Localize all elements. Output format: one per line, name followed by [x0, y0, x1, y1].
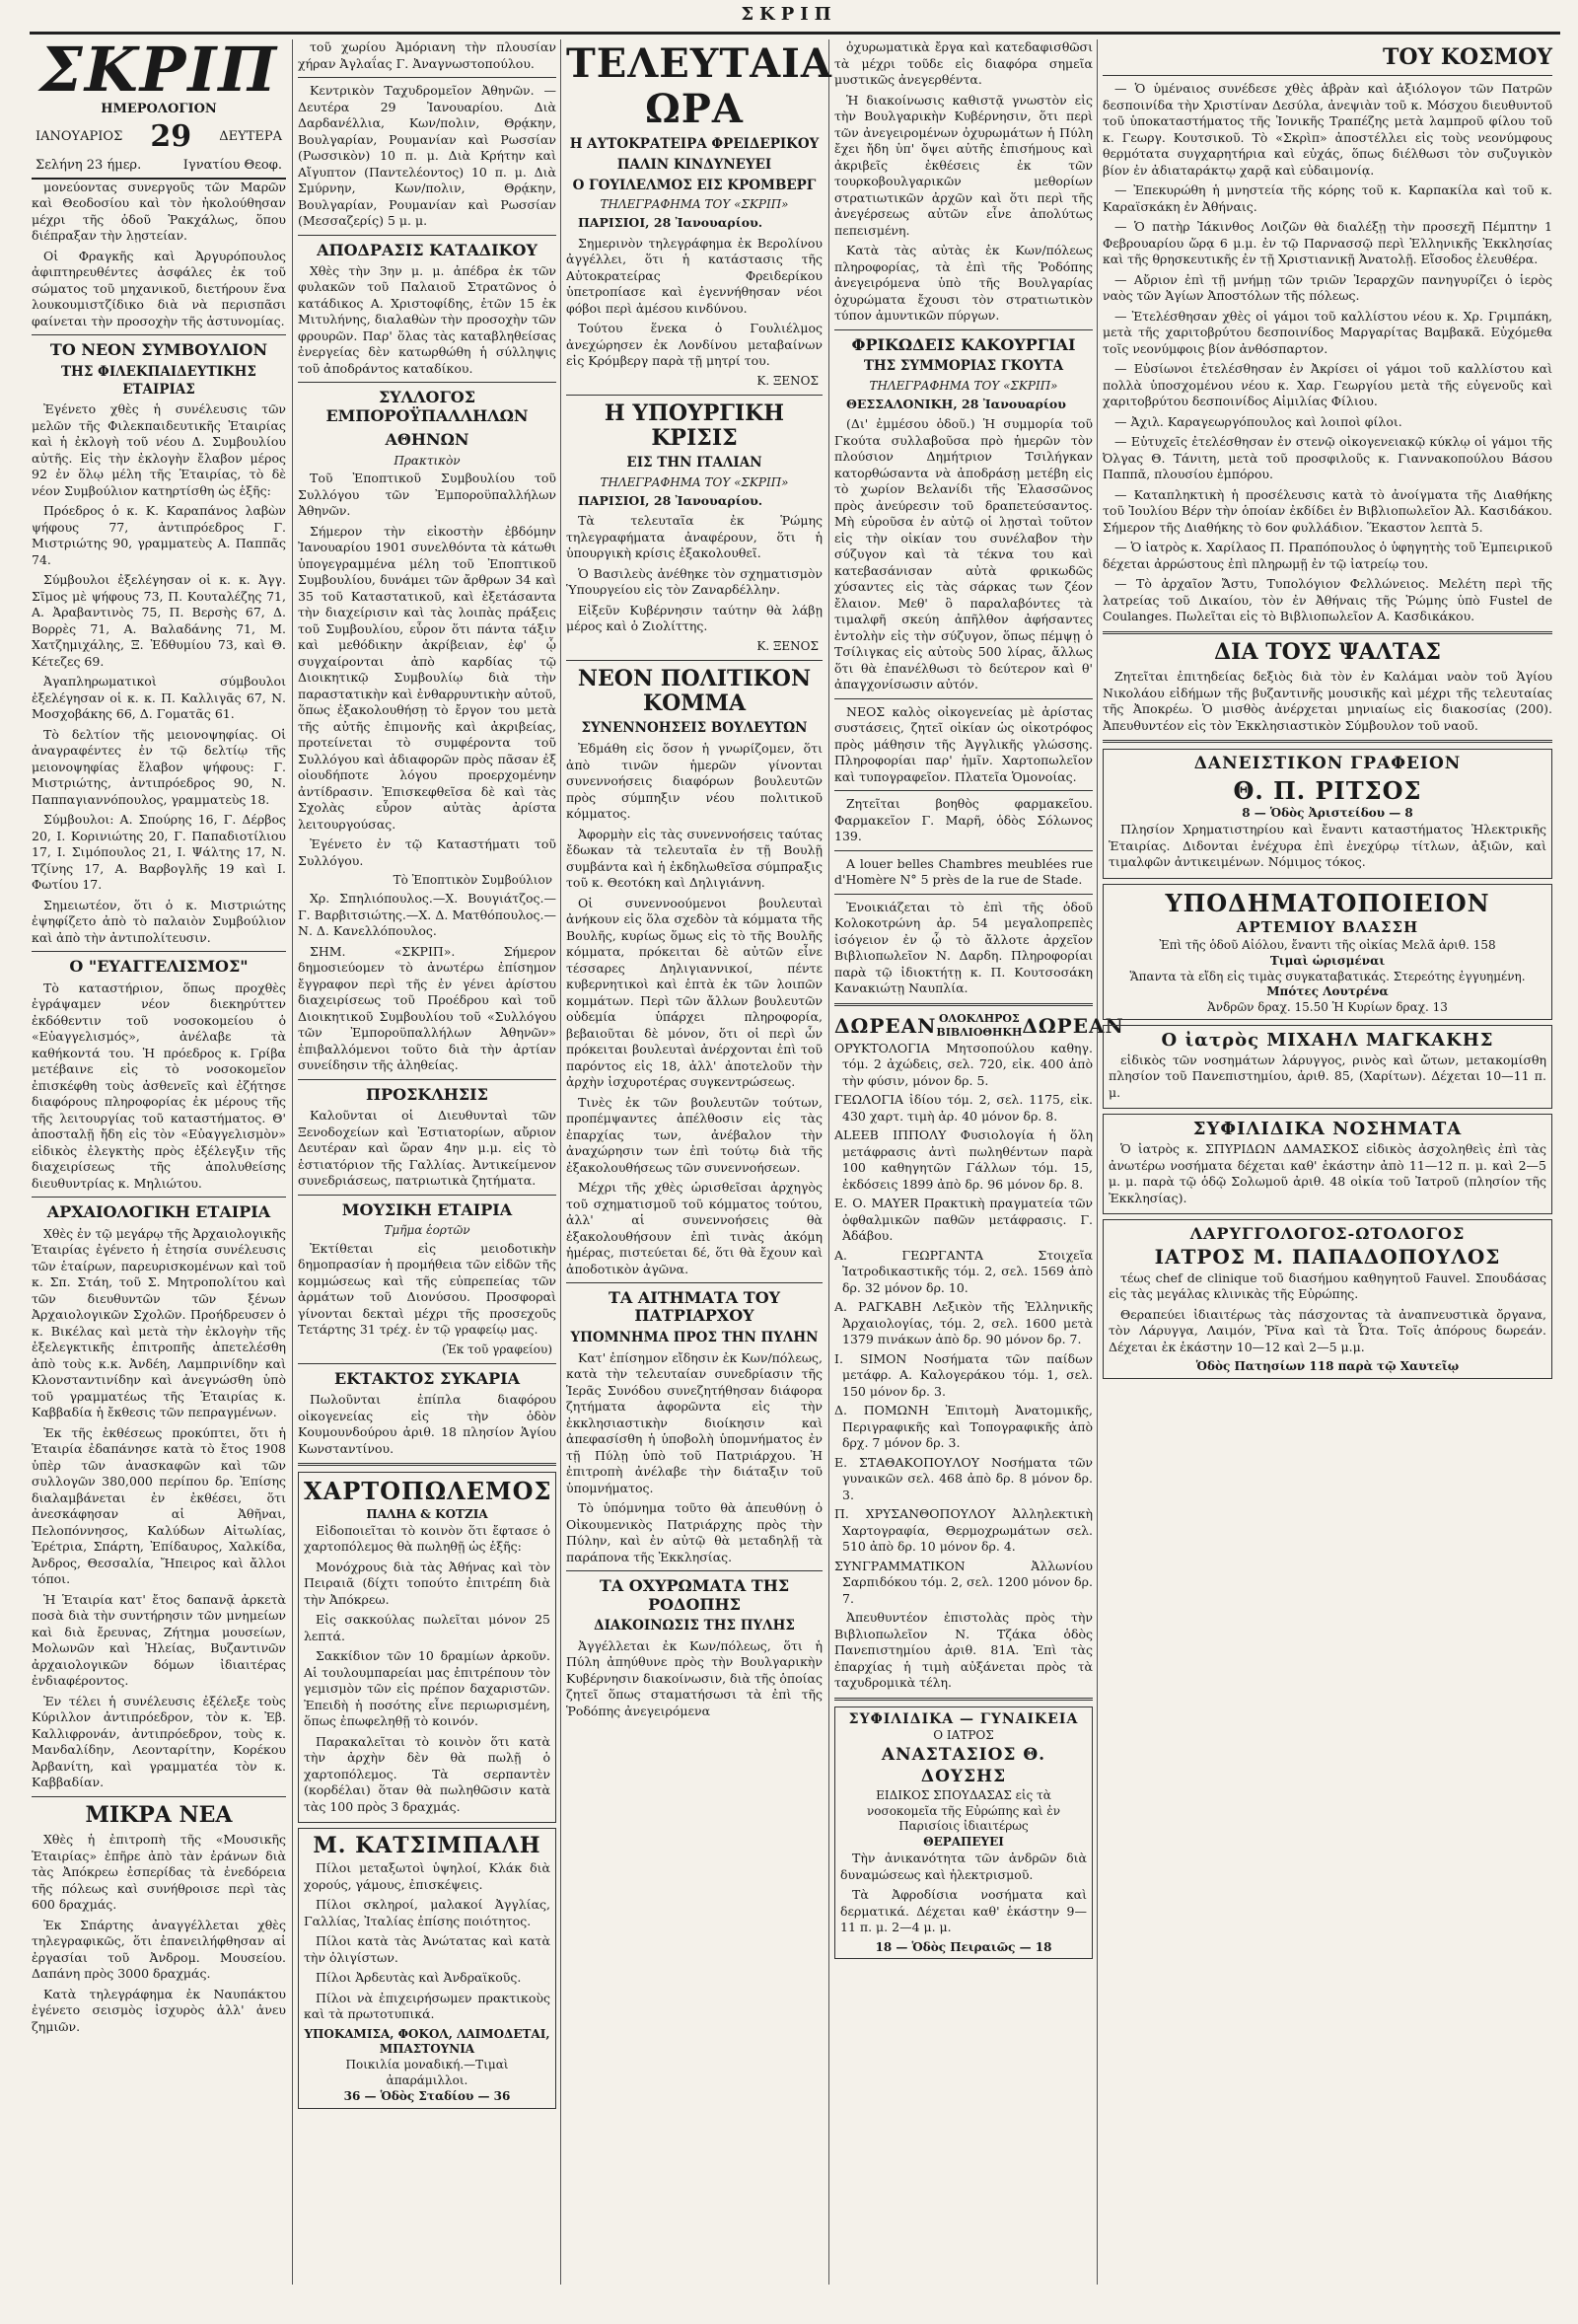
- article-text: Οἱ Φραγκῆς καὶ Ἀργυρόπουλος ἀφιπτηρευθέντες ἀσφάλες ἐκ τοῦ σώματος τοῦ μηχανικοῦ, διετήρουν ἕνα λουκουμιστζίδικο διὰ νὰ περισπᾶσι φαίνεται τὴν προσοχὴν τῆς ἀστυνομίας.: [32, 248, 286, 328]
- divider: [32, 1197, 286, 1198]
- ad-text: Ὁ ἰατρὸς κ. ΣΠΥΡΙΔΩΝ ΔΑΜΑΣΚΟΣ εἰδικὸς ἀσχοληθεὶς ἐπὶ τὰς ἀνωτέρω νοσήματα δέχεται καθ' ἑκάστην ἀπὸ 11—12 π. μ. καὶ 2—5 μ. μ. παρὰ τῷ ὁδῷ Σολωμοῦ ἀριθ. 48 οἰκία τοῦ Ἰατροῦ (πλησίον τῆς Ἐκκλησίας).: [1109, 1141, 1546, 1205]
- ad-text: Μπότες Λουτρένα: [1266, 984, 1389, 999]
- subheadline: ΠΑΛΙΝ ΚΙΝΔΥΝΕΥΕΙ: [616, 156, 772, 173]
- headline: ΠΡΟΣΚΛΗΣΙΣ: [366, 1084, 488, 1104]
- divider: [298, 77, 556, 78]
- classified-ad: Ἐνοικιάζεται τὸ ἐπὶ τῆς ὁδοῦ Κολοκοτρώνη ἀρ. 54 μεγαλοπρεπὲς ἰσόγειον ἐν ᾧ τὸ ἄλλοτε ἀρχεῖον Βιβλιοπωλεῖον Ν. Δαρδη. Πληροφορίαι παρὰ τῷ ἰδιοκτήτῃ κ. Π. Κουτσοσάκη Κανακιώτῃ Ναυπλία.: [834, 899, 1093, 996]
- ad-text: Πίλοι κατὰ τὰς Ἀνώτατας καὶ κατὰ τὴν ὀλιγίστων.: [304, 1933, 550, 1965]
- society-item: — Ἐτελέσθησαν χθὲς οἱ γάμοι τοῦ καλλίστου νέου κ. Χρ. Γριμπάκη, μετὰ τῆς χαριτοβρύτου δεσποινίδος Μαργαρίτας Βαμβακᾶ. Εὐχόμεθα τοῖς νεονύμφοις βίον ἀνθόσπαρτον.: [1103, 308, 1552, 356]
- ad-subtitle: ΠΑΛΗΑ & ΚΟΤΖΙΑ: [366, 1506, 488, 1521]
- ad-title: ΑΝΑΣΤΑΣΙΟΣ Θ. ΔΟΥΣΗΣ: [881, 1744, 1046, 1787]
- calendar-month: ΙΑΝΟΥΑΡΙΟΣ: [36, 129, 123, 145]
- divider: [566, 660, 823, 661]
- divider: [32, 334, 286, 335]
- subheadline: ΕΙΣ ΤΗΝ ΙΤΑΛΙΑΝ: [626, 455, 762, 472]
- article-text: Καλοῦνται οἱ Διευθυνταὶ τῶν Ξενοδοχείων καὶ Ἐστιατορίων, αὔριον Δευτέραν καὶ ὥραν 4ην μ.μ. εἰς τὸ ἑστιατόριον τῆς Γαλλίας. Ἀντικείμενον συνεδριάσεως, πατριωτικὰ ζητήματα.: [298, 1108, 556, 1189]
- article-text: ὀχυρωματικὰ ἔργα καὶ κατεδαφισθῶσι τὰ μέχρι τοῦδε εἰς διαφόρα σημεῖα μυστικῶς ἀνεγερθέντα.: [834, 39, 1093, 87]
- subheadline: Ο ΓΟΥΙΛΕΛΜΟΣ ΕΙΣ ΚΡΟΜΒΕΡΓ: [572, 177, 817, 193]
- divider: [566, 1570, 823, 1571]
- ad-text: Μονόχρους διὰ τὰς Ἀθήνας καὶ τὸν Πειραιᾶ (δίχτι τοπούτο ἐπιτρέπη διὰ τὴν Ἀπόκρεω.: [304, 1559, 550, 1607]
- book-list-item: ALEEB ΙΠΠΟΛΥ Φυσιολογία ἡ ὅλη μετάφρασις ἀντὶ πωληθέντων παρὰ 100 καθηγητῶν Γάλλων τόμ. 15, ἐκδόσεις 1899 ἀπὸ δρ. 96 μόνον δρ. 8.: [834, 1127, 1093, 1192]
- article-text: Ὁ Βασιλεὺς ἀνέθηκε τὸν σχηματισμὸν Ὑπουργείου εἰς τὸν Ζαναρδέλλην.: [566, 565, 823, 598]
- ad-text: Παρακαλεῖται τὸ κοινὸν ὅτι κατὰ τὴν ἀρχὴν δὲν θὰ πωλῇ ὁ χαρτοπόλεμος. Τὰ σερπαντὲν (κορδέλαι) ὅταν θὰ πωληθῶσιν κατὰ τὰς 100 πρὸς 3 δραχμάς.: [304, 1733, 550, 1814]
- ad-text: Ἅπαντα τὰ εἴδη εἰς τιμὰς συγκαταβατικάς. Στερεότης ἐγγυημένη.: [1129, 969, 1526, 983]
- society-item: — Ἀχιλ. Καραγεωργόπουλος καὶ λοιποὶ φίλοι.: [1114, 413, 1402, 429]
- article-text: Κατὰ τὰς αὐτὰς ἐκ Κων/πόλεως πληροφορίας, τὰ ἐπὶ τῆς Ῥοδόπης ἀνεγειρόμενα ὑπὸ τῆς Βουλγαρίας ὀχυρώματα ἔχουσι τὸν στρατιωτικὸν τύπον ἀμυντικῶν πύργων.: [834, 243, 1093, 323]
- advertisement: [1103, 749, 1552, 878]
- headline: Η ΥΠΟΥΡΓΙΚΗ ΚΡΙΣΙΣ: [604, 399, 785, 451]
- classified-ad: Ζητεῖται βοηθὸς φαρμακεῖου. Φαρμακεῖον Γ. Μαρῆ, ὁδὸς Σόλωνος 139.: [834, 796, 1093, 844]
- column-divider: [1097, 39, 1098, 2285]
- headline: ΣΥΛΛΟΓΟΣ ΕΜΠΟΡΟΫΠΑΛΛΗΛΩΝ: [325, 388, 529, 425]
- section-label: Τμῆμα ἑορτῶν: [384, 1223, 470, 1237]
- article-text: Τινὲς ἐκ τῶν βουλευτῶν τούτων, προπέμψαντες ἀπέλθοσιν εἰς τὰς ἐπαρχίας των, ἀνέβαλον τὴν ἀναχώρησιν των ἐπὶ τούτῳ διὰ τῆς ἐξακολουθήσεως τῶν συνεννοήσεων.: [566, 1094, 823, 1175]
- article-text: Τοῦ Ἐποπτικοῦ Συμβουλίου τοῦ Συλλόγου τῶν Ἐμποροϋπαλλήλων Ἀθηνῶν.: [298, 471, 556, 519]
- headline: ΕΚΤΑΚΤΟΣ ΣΥΚΑΡΙΑ: [333, 1368, 521, 1388]
- headline: ΦΡΙΚΩΔΕΙΣ ΚΑΚΟΥΡΓΙΑΙ: [851, 334, 1076, 354]
- advertisement: [1103, 884, 1552, 1021]
- divider: [834, 329, 1093, 330]
- newspaper-logo: ΣΚΡΙΠ: [39, 34, 278, 106]
- calendar-weekday: ΔΕΥΤΕΡΑ: [219, 129, 282, 145]
- ad-subtitle: ΑΡΤΕΜΙΟΥ ΒΛΑΣΣΗ: [1236, 918, 1419, 937]
- article-text: Κατ' ἐπίσημον εἴδησιν ἐκ Κων/πόλεως, κατὰ τὴν τελευταίαν συνεδρίασιν τῆς Ἱερᾶς Συνόδου συνεζητήθησαν διάφορα ζητήματα ἀφορῶντα εἰς τὴν ἐκκλησιαστικὴν διοίκησιν καὶ ἀπεφασίσθη ἡ ὑποβολὴ ὑπομνήματος ἐν τῇ Πύλῃ ὑπὸ τοῦ Πατριάρχου. Ἡ ἐπιτροπὴ ἀνέλαβε τὴν διάταξιν τοῦ ὑπομνήματος.: [566, 1349, 823, 1495]
- book-list-item: ΓΕΩΛΟΓΙΑ ἰδίου τόμ. 2, σελ. 1175, εἰκ. 430 χαρτ. τιμὴ ἀρ. 40 μόνον δρ. 8.: [834, 1092, 1093, 1124]
- signature: Κ. ΞΕΝΟΣ: [756, 373, 819, 388]
- divider: [566, 1282, 823, 1283]
- article-text: Χθὲς ἐν τῷ μεγάρῳ τῆς Ἀρχαιολογικῆς Ἑταιρίας ἐγένετο ἡ ἐτησία συνέλευσις τῶν ἑταίρων, παρευρισκομένων καὶ τοῦ κ. Σπ. Στάη, τοῦ Σ. Μητροπολίτου καὶ τῶν διευθυντῶν τῶν ξένων Ἀρχαιολογικῶν Σχολῶν. Προήδρευσεν ὁ κ. Βικέλας καὶ μετὰ τὴν ἐκλογὴν τῆς ἐξελεγκτικῆς ἐπιτροπῆς ἀπετελέσθη ἀπὸ τοὺς κ.κ. Ἀνδέη, Λαμπρινίδην καὶ Κλονσταντινίδην καὶ ἀνεγνώσθη ὑπὸ τοῦ γραμματέως τῆς Ἑταιρίας κ. Καββαδία ἡ ἔκθεσις τῶν πεπραγμένων.: [32, 1225, 286, 1420]
- advertisement: [1103, 1025, 1552, 1109]
- ad-address: Ὁδὸς Πατησίων 118 παρὰ τῷ Χαυτεῖῳ: [1195, 1359, 1460, 1374]
- ad-text: Ποικιλία μοναδική.—Τιμαὶ ἀπαράμιλλοι.: [345, 2058, 509, 2088]
- signature: Κ. ΞΕΝΟΣ: [756, 638, 819, 653]
- subheadline: ΔΙΑΚΟΙΝΩΣΙΣ ΤΗΣ ΠΥΛΗΣ: [594, 1617, 795, 1634]
- ad-text: τέως chef de clinique τοῦ διασήμου καθηγητοῦ Fauvel. Σπουδάσας εἰς τὰς μεγάλας κλινικὰς τῆς Εὐρώπης.: [1109, 1270, 1546, 1302]
- article-text: Ἐγένετο ἐν τῷ Καταστήματι τοῦ Συλλόγου.: [298, 836, 556, 868]
- ad-text: Πίλοι νὰ ἐπιχειρήσωμεν πρακτικοὺς καὶ τὰ πρωτοτυπικά.: [304, 1990, 550, 2022]
- article-text: Τὸ καταστήριον, ὅπως προχθὲς ἐγράψαμεν νέον διεκηρύττεν ἐκδόθεντιν τοῦ νοσοκομείου ὁ «Εὐαγγελισμός», ἀνέλαβε τὰ καθήκοντά του. Ἡ πρόεδρος κ. Γρίβα μετέβαινε εἰς τὸ νοσοκομεῖον ἐπισκέφθη τοὺς ἀσθενεῖς καὶ ἐζήτησε διαφόρους πληροφορίας ἐκ μέρους τῆς τῆς λειτουργίας τοῦ καταστήματος. Θ' ἀποσταλῇ ἤδη εἰς τὸν «Εὐαγγελισμὸν» εἰδικὸς ἐλεγκτὴς πρὸς ἐξέλεγξιν τῆς διαχειρίσεως τῆς ἀπολυθείσης διευθυντρίας κ. Μηλιώτου.: [32, 980, 286, 1191]
- article-text: Μέχρι τῆς χθὲς ὡρισθεῖσαι ἀρχηγὸς τοῦ σχηματισμοῦ τοῦ κόμματος τούτου, ἀλλ' αἱ συνεννοήσεις θὰ ἐξακολουθήσουν ἐπὶ τινὰς ἀκόμη ἡμέρας, πιστεύεται δέ, ὅτι θὰ ἔχουν καὶ ἀποδοτικὸν ἀγῶνα.: [566, 1180, 823, 1276]
- article-text: Τὸ ὑπόμνημα τοῦτο θὰ ἀπευθύνῃ ὁ Οἰκουμενικὸς Πατριάρχης πρὸς τὴν Πύλην, καὶ ἐν αὐτῷ θὰ μεταδηλῇ τὰ παράπονα τῆς Ἐκκλησίας.: [566, 1500, 823, 1564]
- calendar: [32, 101, 286, 174]
- ad-text: ΕΙΔΙΚΟΣ ΣΠΟΥΔΑΣΑΣ εἰς τὰ νοσοκομεῖα τῆς Εὐρώπης καὶ ἐν Παρισίοις ἰδιαιτέρως: [866, 1787, 1061, 1834]
- advertisement: [298, 1472, 556, 1823]
- advertisement: [298, 1828, 556, 2109]
- society-item: — Ἐπεκυρώθη ἡ μνηστεία τῆς κόρης τοῦ κ. Καρπακίλα καὶ τοῦ κ. Καραϊσκάκη ἐν Ἀθήναις.: [1103, 182, 1552, 214]
- ad-text: Πίλοι Ἀρδευτὰς καὶ Ἀνδραϊκοῦς.: [316, 1970, 522, 1986]
- advertisement: [1103, 1219, 1552, 1379]
- book-list-item: Α. ΓΕΩΡΓΑΝΤΑ Στοιχεῖα Ἰατροδικαστικῆς τόμ. 2, σελ. 1569 ἀπὸ δρ. 32 μόνον δρ. 10.: [834, 1247, 1093, 1295]
- book-list-item: Ε. ΣΤΑΘΑΚΟΠΟΥΛΟΥ Νοσήματα τῶν γυναικῶν σελ. 468 ἀπὸ δρ. 8 μόνον δρ. 3.: [834, 1454, 1093, 1502]
- article-text: (Δι' ἐμμέσου ὁδοῦ.) Ἡ συμμορία τοῦ Γκούτα συλλαβοῦσα πρὸ ἡμερῶν τὸν πλούσιον Δημήτριον Τσιλήγκαν κατορθώσαντα νὰ ἀποδράσῃ μετέβη εἰς τὸ χωρίον Βελανίδι τῆς Ἐλασσῶνος πρὸς ἀνεύρεσιν τοῦ δραπετεύσαντος. Μὴ εὑροῦσα ἐν αὐτῷ οἱ λῃσταὶ τοῦτον εἰς τὴν οἰκίαν του συνέλαβον τὴν σύζυγον καὶ τὰ τέκνα του καὶ κατεβασάνισαν αὐτὰ φρικωδῶς χύσαντες εἰς τὰς σάρκας των ζέον ἔλαιον. Μεθ' ὃ παραλαβόντες τὰ τιμαλφῆ σκεύη ἀπῆλθον ἀφήσαντες ἐντολὴν εἰς τὴν σύζυγον, ὅπως πέμψῃ ὁ Τσίλιγκας εἰς αὐτοὺς 500 λίρας, ἄλλως ὅτι θὰ ἐπανέλθωσι τὸ δεύτερον καὶ θ' ἀπαγχονίσωσιν αὐτόν.: [834, 416, 1093, 692]
- headline: ΝΕΟΝ ΠΟΛΙΤΙΚΟΝ ΚΟΜΜΑ: [577, 665, 812, 716]
- calendar-row: [32, 117, 286, 157]
- headline: ΤΑ ΑΙΤΗΜΑΤΑ ΤΟΥ ΠΑΤΡΙΑΡΧΟΥ: [608, 1288, 781, 1326]
- calendar-moon: Σελήνη 23 ήμερ.: [36, 157, 142, 173]
- calendar-row-2: [32, 157, 286, 174]
- ad-title: ΔΩΡΕΑΝ: [834, 1013, 937, 1038]
- article-text: Ἐν τέλει ἡ συνέλευσις ἐξέλεξε τοὺς Κύριλλον ἀντιπρόεδρον, τὸν κ. Ἐβ. Καλλιφρονάν, ἀντιπρόεδρον, τοὺς κ. Μανδαλίδην, Λεονταρίτην, Κορέκου Ἀρβανίτη, καὶ γραμματέα τὸν κ. Καββαδίαν.: [32, 1693, 286, 1790]
- article-text: Ζητεῖται ἐπιτηδείας δεξιὸς διὰ τὸν ἐν Καλάμαι ναὸν τοῦ Ἁγίου Νικολάου εἰδήμων τῆς βυζαντινῆς μουσικῆς καὶ μέχρι τῆς τελευταίας τῆς Ἀποκρέω. Ὁ μισθὸς ἀνέρχεται μηνιαίως εἰς διακοσίας (200). Ἀπευθυντέον εἰς τὸν Ἐκκλησιαστικὸν Σύμβουλον τοῦ ναοῦ.: [1103, 669, 1552, 733]
- article-text: Ἡ διακοίνωσις καθιστᾷ γνωστὸν εἰς τὴν Βουλγαρικὴν Κυβέρνησιν, ὅτι περὶ τῶν ἀνεγειρομένων ὀχυρωμάτων ἡ Πύλη ἔχει ἤδη ὑπ' ὄψει αὐτῆς ἐπισήμους καὶ ἀκριβεῖς ἐκθέσεις ἐκ τῶν τουρκοβουλγαρικῶν μεθορίων στρατιωτικῶν ἀρχῶν καὶ ὅτι περὶ τῆς ἀνεγέρσεως αὐτῶν εἶνε ἀπολύτως πεπεισμένη.: [834, 92, 1093, 238]
- ad-text: Θεραπεύει ἰδιαιτέρως τὰς πάσχοντας τὰ ἀναπνευστικὰ ὄργανα, τὸν Λάρυγγα, Λαιμόν, Ῥῖνα καὶ τὰ Ὦτα. Τοῖς ἀπόρους δωρεάν. Δέχεται ἐκ ἑκάστην 10—12 καὶ 2—5 μ.μ.: [1109, 1306, 1546, 1354]
- ad-text: Ἀνδρῶν δραχ. 15.50 Ἡ Κυρίων δραχ. 13: [1207, 1000, 1448, 1015]
- article-text: Ἐκ Σπάρτης ἀναγγέλλεται χθὲς τηλεγραφικῶς, ὅτι ἐπανειλήφθησαν αἱ ἐργασίαι τοῦ Ἀνδρομ. Μουσείου. Δαπάνη πρὸς 3000 δραχμάς.: [32, 1917, 286, 1981]
- signature: Τὸ Ἐποπτικὸν Συμβούλιον: [393, 873, 552, 888]
- ad-title: Μ. ΚΑΤΣΙΜΠΑΛΗ: [313, 1833, 541, 1859]
- dateline: ΘΕΣΣΑΛΟΝΙΚΗ, 28 Ἰανουαρίου: [846, 396, 1066, 411]
- ad-title: ΔΩΡΕΑΝ: [1022, 1013, 1124, 1038]
- divider: [1103, 740, 1552, 743]
- masthead: [32, 34, 286, 180]
- book-list-item: Α. ΡΑΓΚΑΒΗ Λεξικὸν τῆς Ἑλληνικῆς Ἀρχαιολογίας, τόμ. 2, σελ. 1600 μετὰ 1379 πινάκων ἀπὸ δρ. 90 μόνον δρ. 7.: [834, 1299, 1093, 1347]
- headline: ΤΟ ΝΕΟΝ ΣΥΜΒΟΥΛΙΟΝ: [49, 340, 268, 360]
- article-text: Πωλοῦνται ἐπίπλα διαφόρου οἰκογενείας εἰς τὴν ὁδὸν Κουμουνδούρου ἀριθ. 18 πλησίον Ἁγίου Κωνσταντίνου.: [298, 1392, 556, 1456]
- divider: [834, 1003, 1093, 1006]
- ad-text: Εἰδοποιεῖται τὸ κοινὸν ὅτι ἔφτασε ὁ χαρτοπόλεμος θὰ πωληθῇ ὡς ἑξῆς:: [304, 1522, 550, 1555]
- ad-text: Πλησίον Χρηματιστηρίου καὶ ἔναντι καταστήματος Ἠλεκτρικῆς Ἑταιρίας. Διδονται ἐνέχυρα ἐπὶ ἐνεχύρῳ τίτλων, ἀξιῶν, καὶ τιμαλφῶν ἀντικειμένων. Νόμιμος τόκος.: [1109, 822, 1546, 870]
- article-text: Ἐκτίθεται εἰς μειοδοτικὴν δημοπρασίαν ἡ προμήθεια τῶν εἰδῶν τῆς κομμώσεως καὶ τῆς εὐπρεπείας τῶν ἀρμάτων τοῦ Διονύσου. Προσφοραὶ γίνονται δεκταὶ μέχρι τῆς προσεχοῦς Τετάρτης 31 τρέχ. ἐν τῷ γραφείῳ μας.: [298, 1240, 556, 1338]
- article-text: μονεύοντας συνεργοῦς τῶν Μαρῶν καὶ Θεοδοσίου καὶ τὸν ἠκολούθησαν μέχρι τῆς ὁδοῦ Ῥακχάλως, ὅπου διέπραξαν τὴν λῃστείαν.: [32, 179, 286, 244]
- ad-address: 18 — Ὁδὸς Πειραιῶς — 18: [875, 1939, 1052, 1954]
- advertisement: [834, 1707, 1093, 1960]
- headline: ΜΟΥΣΙΚΗ ΕΤΑΙΡΙΑ: [341, 1199, 513, 1219]
- divider: [834, 850, 1093, 851]
- ad-text: Ἐπὶ τῆς ὁδοῦ Αἰόλου, ἔναντι τῆς οἰκίας Μελᾶ ἀριθ. 158: [1159, 938, 1496, 952]
- column-divider: [292, 39, 293, 2285]
- article-text: Σήμερον τὴν εἰκοστὴν ἐβδόμην Ἰανουαρίου 1901 συνελθόντα τὰ κάτωθι ὑπογεγραμμένα μέλη τοῦ Ἐποπτικοῦ Συμβουλίου, δυνάμει τῶν ἄρθρων 34 καὶ 35 τοῦ Καταστατικοῦ, καὶ ἐξετάσαντα τὴν διαχείρισιν καὶ τὰς λοιπὰς πράξεις τοῦ Συμβουλίου, εὗρον ὅτι πάντα τάξιν καὶ μεθόδικην ἀκρίβειαν, ἐφ' ᾧ συγχαίρονται ἀπὸ καρδίας τῷ Διοικητικῷ Συμβουλίῳ διὰ τὴν παραστατικὴν καὶ ἐνθαρρυντικὴν αὐτοῦ, ὅπως ἐξακολουθήσῃ τὸ ἔργον του μετὰ τῆς αὐτῆς ἐπιμονῆς καὶ ἀκριβείας, προτείνεται τὸ συμφέροντα τοῦ Συλλόγου καὶ ἀδιαφορῶν πρὸς πᾶσαν ἐξ οἰουδήποτε λόγου προερχομένην ἀντίδρασιν. Ἐπισκεφθεῖσα δὲ καὶ τὰς Σχολὰς εὗρον αὐτὰς ἀρίστα λειτουργούσας.: [298, 523, 556, 832]
- society-item: — Εὐτυχεῖς ἐτελέσθησαν ἐν στενῷ οἰκογενειακῷ κύκλῳ οἱ γάμοι τῆς Ὀλγας Θ. Τάνιτη, μετὰ τοῦ προσφιλοῦς κ. Γιαννακοπούλου Βάσου Παππᾶ, πλουσίου ἐμπόρου.: [1103, 434, 1552, 482]
- society-item: — Τὸ ἀρχαῖον Ἄστυ, Τυπολόγιον Φελλώνειος. Μελέτη περὶ τῆς λατρείας τοῦ Δικαίου, τὸν ἐν Ἀθήναις τῆς Ῥώμης ὑπὸ Fustel de Coulanges. Πωλεῖται εἰς τὸ Βιβλιοπωλεῖον Α. Κασδικάκου.: [1103, 576, 1552, 624]
- ad-title: Θ. Π. ΡΙΤΣΟΣ: [1233, 775, 1422, 805]
- ad-text: Ο ΙΑΤΡΟΣ: [933, 1728, 994, 1743]
- ad-title: ΧΑΡΤΟΠΩΛΕΜΟΣ: [304, 1477, 552, 1506]
- telegram-label: ΤΗΛΕΓΡΑΦΗΜΑ ΤΟΥ «ΣΚΡΙΠ»: [869, 378, 1058, 393]
- article-text: Εἰξεῦν Κυβέρνησιν ταύτην θὰ λάβῃ μέρος καὶ ὁ Ζιολίττης.: [566, 602, 823, 634]
- article-text: Τὰ τελευταῖα ἐκ Ῥώμης τηλεγραφήματα ἀναφέρουν, ὅτι ἡ ὑπουργικὴ κρίσις ἐξακολουθεῖ.: [566, 513, 823, 561]
- article-text: Ἀγγέλλεται ἐκ Κων/πόλεως, ὅτι ἡ Πύλη ἀπηύθυνε πρὸς τὴν Βουλγαρικὴν Κυβέρνησιν διακοίνωσιν, διὰ τῆς ὁποίας ζητεῖ ὅπως σταματήσωσι τὰ ἐπὶ τῆς Ῥοδόπης ἀνεγειρόμενα: [566, 1637, 823, 1718]
- divider: [566, 395, 823, 396]
- article-text: Ἡ Ἑταιρία κατ' ἔτος δαπανᾷ ἀρκετὰ ποσὰ διὰ τὴν συντήρησιν τῶν μνημείων καὶ διὰ ἔρευνας, Ζήτημα μουσείων, Μολωνῶν καὶ Ἠλείας, Βυζαντινῶν ἀρχαιολογικῶν δόμων ἰδιαιτέρας ἐνδιαφέροντος.: [32, 1591, 286, 1689]
- book-list: [834, 1041, 1093, 1608]
- advertisement: [1103, 1114, 1552, 1214]
- divider: [298, 1079, 556, 1080]
- divider: [1103, 75, 1552, 76]
- ad-title: ΣΥΦΙΛΙΔΙΚΑ — ΓΥΝΑΙΚΕΙΑ: [848, 1710, 1079, 1727]
- book-list-item: Π. ΧΡΥΣΑΝΘΟΠΟΥΛΟΥ Ἀλληλεκτικὴ Χαρτογραφία, Θερμοχρωμάτων σελ. 510 ἀπὸ δρ. 10 μόνον δρ. 4.: [834, 1506, 1093, 1555]
- ad-text: Πίλοι σκληροί, μαλακοί Ἀγγλίας, Γαλλίας, Ἰταλίας ἐπίσης ποιότητος.: [304, 1897, 550, 1928]
- dateline: ΠΑΡΙΣΙΟΙ, 28 Ἰανουαρίου.: [578, 492, 763, 508]
- ad-text: Πίλοι μεταξωτοὶ ὑψηλοί, Κλάκ διὰ χορούς, γάμους, ἐπισκέψεις.: [304, 1860, 550, 1892]
- divider: [1103, 631, 1552, 634]
- column-2: [298, 39, 556, 2285]
- divider: [298, 382, 556, 383]
- free-library-header: [834, 1011, 1124, 1041]
- society-item: — Καταπληκτικὴ ἡ προσέλευσις κατὰ τὸ ἀνοίγματα τῆς Διαθήκης τοῦ Ἰουλίου Βέρν τὴν ὁποίαν ἐκδίδει ἐν Βιβλιοπωλεῖον Ἀλ. Κασιδάκου. Σήμερον τῆς Διαθήκης τὸ 6ον φυλλάδιον. Ἕκαστον λεπτὰ 5.: [1103, 486, 1552, 535]
- column-divider: [828, 39, 829, 2285]
- article-text: Σημερινὸν τηλεγράφημα ἐκ Βερολίνου ἀγγέλλει, ὅτι ἡ κατάστασις τῆς Αὐτοκρατείρας Φρειδερίκου ὑπετροπίασε καὶ ἐγεννήθησαν νέοι φόβοι περὶ ἀμέσου κινδύνου.: [566, 235, 823, 316]
- divider: [298, 1195, 556, 1196]
- society-item: — Ὁ ἰατρὸς κ. Χαρίλαος Π. Πραπόπουλος ὁ ὑφηγητὴς τοῦ Ἐμπειρικοῦ δέχεται ἀρρώστους ἐπὶ πληρωμῇ ἐν τῷ ἰατρείῳ του.: [1103, 540, 1552, 571]
- ad-text: ΘΕΡΑΠΕΥΕΙ: [923, 1835, 1004, 1850]
- divider: [298, 1463, 556, 1466]
- headline: ΤΟΥ ΚΟΣΜΟΥ: [1383, 44, 1552, 70]
- ad-text: Τὰ Ἀφροδίσια νοσήματα καὶ δερματικά. Δέχεται καθ' ἑκάστην 9—11 π. μ. 2—4 μ. μ.: [840, 1887, 1087, 1935]
- book-list-item: ΟΡΥΚΤΟΛΟΓΙΑ Μητσοπούλου καθηγ. τόμ. 2 ἀχώδεις, σελ. 720, εἰκ. 400 ἀπὸ τὴν φύσιν, μόνον δρ. 5.: [834, 1040, 1093, 1088]
- article-text: Οἱ συνεννοούμενοι βουλευταὶ ἀνήκουν εἰς ὅλα σχεδὸν τὰ κόμματα τῆς Βουλῆς, κυρίως ὅμως εἰς τὸ τῆς Βουλῆς κόμματα, πρόκειται δὲ αὐτῶν εἶνε τέσσαρες Δηλιγιαννικοί, πέντε κυβερνητικοὶ καὶ ἑπτὰ ἐκ τῶν λοιπῶν κομμάτων. Περὶ τῶν ἄλλων βουλευτῶν οὐδεμία ὑπάρχει πληροφορία, βεβαιοῦται δὲ μόνον, ὅτι οἱ περὶ ὧν πρόκειται βουλευταὶ ἀνέρχονται ἐπὶ τοῦ παρόντος εἰς 18, ἀλλ' ἀποτελοῦν τὴν ἀρχὴν ἰσχυροτέρας συγκεντρώσεως.: [566, 895, 823, 1090]
- article-text: Χθὲς τὴν 3ην μ. μ. ἀπέδρα ἐκ τῶν φυλακῶν τοῦ Παλαιοῦ Στρατῶνος ὁ κατάδικος Α. Χριστοφίδης, ἐτῶν 15 ἐκ Μιτυλήνης, διαλαθὼν τὴν προσοχὴν τῶν φρουρῶν. Παρ' ὅλας τὰς καταβληθείσας ἐνεργείας δὲν κατωρθώθη ἡ σύλληψις τοῦ ἀποδράντος καταδίκου.: [298, 262, 556, 376]
- article-text: Ἐκ τῆς ἐκθέσεως προκύπτει, ὅτι ἡ Ἑταιρία ἐδαπάνησε κατὰ τὸ ἔτος 1908 ὑπὲρ τῶν ἀνασκαφῶν καὶ τῶν συλλογῶν 380,000 περίπου δρ. Ἐπίσης διαλαμβάνεται ἐν ἐκθέσει, ὅτι ἀνεσκάφησαν αἱ Ἀθῆναι, Πελοπόννησος, Καλύδων Αἰτωλίας, Ἐρέτρια, Σπάρτη, Ἐπίδαυρος, Χαλκίδα, Ἀνδρος, Θεσσαλία, Ἤπειρος καὶ ἄλλοι τόποι.: [32, 1424, 286, 1587]
- article-text: Ἀγαπληρωματικοὶ σύμβουλοι ἐξελέγησαν οἱ κ. κ. Π. Καλλιγᾶς 67, Ν. Μοσχοβάκης 66, Δ. Γοματᾶς 61.: [32, 674, 286, 722]
- headline: ΑΠΟΔΡΑΣΙΣ ΚΑΤΑΔΙΚΟΥ: [317, 240, 538, 259]
- book-list-item: Ε. Ο. MAYER Πρακτικὴ πραγματεία τῶν ὀφθαλμικῶν παθῶν μετάφρασις. Γ. Ἀδάβου.: [834, 1196, 1093, 1244]
- ad-subtitle: ΟΛΟΚΛΗΡΟΣ ΒΙΒΛΙΟΘΗΚΗ: [936, 1011, 1023, 1040]
- ad-text: Εἰς σακκούλας πωλεῖται μόνον 25 λεπτά.: [304, 1612, 550, 1643]
- article-text: Ἀπευθυντέον ἐπιστολὰς πρὸς τὴν Βιβλιοπωλεῖον Ν. Τζάκα ὁδὸς Πανεπιστημίου ἀριθ. 81Α. Ἐπὶ τὰς ἐπαρχίας ἡ τιμὴ αὐξάνεται πρὸς τὰ ταχυδρομικὰ τέλη.: [834, 1610, 1093, 1691]
- society-item: — Ὁ ὑμέναιος συνέδεσε χθὲς ἀβρὰν καὶ ἀξιόλογον τῶν Πατρῶν δεσποινίδα τὴν Χριστίναν Δεσύλα, ἀνεψιὰν τοῦ κ. Μόσχου διευθυντοῦ τοῦ ὑποκαταστήματος τῆς Ἰονικῆς Τραπέζης μετὰ λαμπροῦ φίλου τοῦ κ. Γεωργ. Κουτσικοῦ. Τὸ «Σκρὶπ» ἀποστέλλει εἰς τοὺς νεονύμφους θερμότατα συγχαρητήρια καὶ εὐχάς, ὅπως διέλθωσι τὸν συζυγικὸν βίον ἐν ἀδιαταράκτῳ χαρᾷ καὶ εὐδαιμονίᾳ.: [1103, 81, 1552, 178]
- society-item: — Αὔριον ἐπὶ τῇ μνήμῃ τῶν τριῶν Ἱεραρχῶν πανηγυρίζει ὁ ἱερὸς ναὸς τῶν Ἁγίων Ἀποστόλων τῆς πόλεως.: [1103, 271, 1552, 304]
- column-4: [834, 39, 1124, 2285]
- headline: ΜΙΚΡΑ ΝΕΑ: [85, 1801, 233, 1828]
- divider: [298, 1363, 556, 1364]
- divider: [834, 894, 1093, 895]
- article-text: Κατὰ τηλεγράφημα ἐκ Ναυπάκτου ἐγένετο σεισμὸς ἰσχυρὸς ἀλλ' ἀνευ ζημιῶν.: [32, 1986, 286, 2034]
- article-text: Σύμβουλοι ἐξελέγησαν οἱ κ. κ. Ἀγγ. Σῖμος μὲ ψήφους 73, Π. Κουταλέζης 71, Α. Ἀραβαντινὸς 75, Π. Βερσὴς 67, Δ. Βορρὲς 71, Α. Βαλαδάνης 71, Μ. Χατζημιχάλης, Ξ. Ἐδθυμίου 73, καὶ Θ. Κέτεζες 69.: [32, 572, 286, 669]
- headline: ΤΑ ΟΧΥΡΩΜΑΤΑ ΤΗΣ ΡΟΔΟΠΗΣ: [599, 1576, 790, 1614]
- article-text: Κεντρικὸν Ταχυδρομεῖον Ἀθηνῶν. — Δευτέρα 29 Ἰανουαρίου. Διὰ Δαρδανέλλια, Κων/πολιν, Θρᾴκην, Βουλγαρίαν, Ρουμανίαν καὶ Ρωσσίαν (Ρωσσικὸν) 10 π. μ. Διὰ Κρήτην καὶ Αἴγυπτον (Παντελέοντος) 10 π. μ. Διὰ Σμύρνην, Κων/πολιν, Θρᾴκην, Βουλγαρίαν, Ρουμανίαν καὶ Ρωσσίαν (Μεσσαζερίς) 5 μ. μ.: [298, 83, 556, 228]
- telegram-label: ΤΗΛΕΓΡΑΦΗΜΑ ΤΟΥ «ΣΚΡΙΠ»: [600, 475, 789, 489]
- article-text: Χρ. Σπηλιόπουλος.—Χ. Βουγιάτζος.—Γ. Βαρβιτσιώτης.—Χ. Δ. Ματθόπουλος.—Ν. Δ. Κανελλόπουλος.: [298, 891, 556, 939]
- article-text: Τὸ δελτίον τῆς μειονοψηφίας. Οἱ ἀναγραφέντες ἐν τῷ δελτίῳ τῆς μειονοψηφίας ἔλαβον ψήφους: Γ. Μιστριώτης, ἀντιπρόεδρος 90, Ν. Παππαγιαννόπουλος, γραμματεὺς 18.: [32, 726, 286, 807]
- ad-address: 8 — Ὁδὸς Ἀριστείδου — 8: [1242, 806, 1413, 821]
- ad-title: ΙΑΤΡΟΣ Μ. ΠΑΠΑΔΟΠΟΥΛΟΣ: [1154, 1245, 1501, 1270]
- society-item: — Εὐσίωνοι ἐτελέσθησαν ἐν Ἀκρίσει οἱ γάμοι τοῦ καλλίστου καὶ πολλὰ ὑποσχομένου νέου κ. Χαρ. Γεωργίου μετὰ τῆς εὐγενοῦς καὶ χαριτοβρύτου δεσποινίδος Αἰμιλίας Φίλιου.: [1103, 361, 1552, 409]
- headline: Ο "ΕΥΑΓΓΕΛΙΣΜΟΣ": [69, 957, 249, 977]
- article-text: Τούτου ἕνεκα ὁ Γουλιέλμος ἀνεχώρησεν ἐκ Λονδίνου μεταβαίνων εἰς Κρόμβεργ παρὰ τῇ μητρί του.: [566, 321, 823, 369]
- article-text: Ἀφορμὴν εἰς τὰς συνεννοήσεις ταύτας ἔδωκαν τὰ τελευταῖα ἐν τῇ Βουλῇ συμβάντα καὶ ἡ ἐκδηλωθεῖσα σύμπραξις τοῦ κ. Θεοτόκη καὶ Δηλιγιάννη.: [566, 826, 823, 891]
- calendar-saint: Ιγνατίου Θεοφ.: [182, 157, 282, 173]
- ad-title: ΣΥΦΙΛΙΔΙΚΑ ΝΟΣΗΜΑΤΑ: [1192, 1119, 1463, 1140]
- headline: ΔΙΑ ΤΟΥΣ ΨΑΛΤΑΣ: [1214, 638, 1441, 665]
- subheadline: ΣΥΝΕΝΝΟΗΣΕΙΣ ΒΟΥΛΕΥΤΩΝ: [581, 720, 808, 737]
- ad-text: Τιμαὶ ὡρισμέναι: [1269, 953, 1386, 968]
- divider: [32, 1796, 286, 1797]
- article-text: Σημειωτέον, ὅτι ὁ κ. Μιστριώτης ἐψηφίζετο ἀπὸ τὸ παλαιὸν Συμβούλιον καὶ ἀπὸ τὴν ἀντιπολίτευσιν.: [32, 897, 286, 945]
- headline: ΑΡΧΑΙΟΛΟΓΙΚΗ ΕΤΑΙΡΙΑ: [46, 1202, 271, 1222]
- ad-title: ΛΑΡΥΓΓΟΛΟΓΟΣ-ΩΤΟΛΟΓΟΣ: [1189, 1224, 1466, 1244]
- subheadline: ΤΗΣ ΦΙΛΕΚΠΑΙΔΕΥΤΙΚΗΣ ΕΤΑΙΡΙΑΣ: [61, 363, 256, 398]
- divider: [32, 951, 286, 952]
- column-1: [32, 34, 286, 2285]
- column-divider: [560, 39, 561, 2285]
- signature: (Ἐκ τοῦ γραφείου): [441, 1342, 552, 1356]
- column-5: [1103, 39, 1552, 2285]
- article-text: Χθὲς ἡ ἐπιτροπὴ τῆς «Μουσικῆς Ἑταιρίας» ἐπῆρε ἀπὸ τὰν ἐράνων διὰ τὰς Ἀπόκρεω ἐσπερίδας τὰ ἐνεδόρεια τῆς πόλεως καὶ συνήθροισε περὶ τὰς 600 δραχμάς.: [32, 1832, 286, 1912]
- subheadline: ΤΗΣ ΣΥΜΜΟΡΙΑΣ ΓΚΟΥΤΑ: [863, 357, 1064, 374]
- ad-title: Ο ἰατρὸς ΜΙΧΑΗΛ ΜΑΓΚΑΚΗΣ: [1161, 1030, 1494, 1052]
- article-text: Ἐγένετο χθὲς ἡ συνέλευσις τῶν μελῶν τῆς Φιλεκπαιδευτικῆς Ἑταιρίας καὶ ἡ ἐκλογὴ τοῦ νέου Δ. Συμβουλίου αὐτῆς. Εἰς τὴν ἐκλογὴν ἔλαβον μέρος 92 ἐν ὅλῳ μέλη τῆς Ἑταιρίας, τὸ δὲ νέον Συμβούλιον κατηρτίσθη ὡς ἑξῆς:: [32, 401, 286, 498]
- ad-text: ΥΠΟΚΑΜΙΣΑ, ΦΟΚΟΛ, ΛΑΙΜΟΔΕΤΑΙ, ΜΠΑΣΤΟΥΝΙΑ: [304, 2026, 550, 2057]
- book-list-item: ΣΥΝΓΡΑΜΜΑΤΙΚΟΝ Ἀλλωνίου Σαρπιδόκου τόμ. 2, σελ. 1200 μόνον δρ. 7.: [834, 1558, 1093, 1606]
- headline-last-hour: ΤΕΛΕΥΤΑΙΑ ΩΡΑ: [566, 40, 832, 132]
- subheadline: Η ΑΥΤΟΚΡΑΤΕΙΡΑ ΦΡΕΙΔΕΡΙΚΟΥ: [569, 136, 820, 152]
- ad-title: ΔΑΝΕΙΣΤΙΚΟΝ ΓΡΑΦΕΙΟΝ: [1193, 754, 1462, 774]
- article-text: Πρόεδρος ὁ κ. Κ. Καραπάνος λαβὼν ψήφους 77, ἀντιπρόεδρος Γ. Μιστριώτης 90, γραμματεὺς Α. Παππᾶς 74.: [32, 503, 286, 567]
- divider: [298, 235, 556, 236]
- ad-address: 36 — Ὁδὸς Σταδίου — 36: [343, 2088, 511, 2103]
- article-text: τοῦ χωρίου Ἀμόριανη τὴν πλουσίαν χήραν Ἀγλαΐας Γ. Ἀναγνωστοπούλου.: [298, 39, 556, 71]
- divider: [834, 698, 1093, 699]
- subheadline: ΥΠΟΜΝΗΜΑ ΠΡΟΣ ΤΗΝ ΠΥΛΗΝ: [570, 1329, 819, 1345]
- ad-text: Σακκίδιον τῶν 10 δραμίων ἀρκοῦν. Αἱ τουλουμπαρείαι μας ἐπιτρέπουν τὸν γεμισμὸν τῶν εἰς πρέπον δαχαριστῶν. Ἐπειδὴ ἡ ποσότης εἶνε περιωρισμένη, ὅπως ἐπωφεληθῇ τὸ κοινόν.: [304, 1648, 550, 1729]
- ad-text: Τὴν ἀνικανότητα τῶν ἀνδρῶν διὰ δυναμώσεως καὶ ἠλεκτρισμοῦ.: [840, 1851, 1087, 1882]
- masthead-top: ΣΚΡΙΠ: [741, 4, 837, 25]
- divider: [834, 1698, 1093, 1701]
- article-text: ΣΗΜ. «ΣΚΡΙΠ». Σήμερον δημοσιεύομεν τὸ ἀνωτέρω ἐπίσημον ἔγγραφον περὶ τῆς ἐν γένει ἀρίστου διαχειρίσεως τοῦ Προέδρου καὶ τοῦ Διοικητικοῦ Συμβουλίου τοῦ «Συλλόγου τῶν Ἐμποροϋπαλλήλων Ἀθηνῶν» ἐπιβαλλόμενοι τοῦτο διὰ τὴν ἀρτίαν συνείδησιν τῆς ἀληθείας.: [298, 943, 556, 1073]
- dateline: ΠΑΡΙΣΙΟΙ, 28 Ἰανουαρίου.: [578, 215, 763, 231]
- telegram-label: ΤΗΛΕΓΡΑΦΗΜΑ ΤΟΥ «ΣΚΡΙΠ»: [600, 197, 789, 212]
- ad-text: εἰδικὸς τῶν νοσημάτων λάρυγγος, ρινὸς καὶ ὤτων, μετακομίσθη πλησίον τοῦ Πανεπιστημίου, ἀριθ. 85, (Χαρίτων). Δέχεται 10—11 π. μ.: [1109, 1052, 1546, 1100]
- ad-title: ΥΠΟΔΗΜΑΤΟΠΟΙΕΙΟΝ: [1165, 888, 1490, 917]
- subheadline: ΑΘΗΝΩΝ: [385, 430, 469, 450]
- classified-ad: A louer belles Chambres meublées rue d'Homère N° 5 près de la rue de Stade.: [834, 855, 1093, 888]
- book-list-item: Δ. ΠΟΜΩΝΗ Ἐπιτομὴ Ἀνατομικῆς, Περιγραφικῆς καὶ Τοπογραφικῆς ἀπὸ δρχ. 7 μόνον δρ. 3.: [834, 1403, 1093, 1451]
- calendar-label: ΗΜΕΡΟΛΟΓΙΟΝ: [101, 102, 217, 116]
- classified-ad: ΝΕΟΣ καλὸς οἰκογενείας μὲ ἀρίστας συστάσεις, ζητεῖ οἰκίαν ὡς οἰκοτρόφος πρὸς μάθησιν τῆς Ἀγγλικῆς γλώσσης. Πληροφορίαι παρ' ἡμῖν. Χαρτοπωλεῖον καὶ τυπογραφεῖον. Πλατεῖα Ὁμονοίας.: [834, 703, 1093, 784]
- book-list-item: I. SIMON Νοσήματα τῶν παίδων μετάφρ. Α. Καλογεράκου τόμ. 1, σελ. 150 μόνον δρ. 3.: [834, 1350, 1093, 1399]
- article-text: Ἐδμάθη εἰς ὅσον ἡ γνωρίζομεν, ὅτι ἀπὸ τινῶν ἡμερῶν γίνονται συνεννοήσεις διαφόρων βουλευτῶν πρὸς σύμπηξιν νέου πολιτικοῦ κόμματος.: [566, 741, 823, 822]
- calendar-day: 29: [150, 119, 192, 155]
- society-item: — Ὁ πατὴρ Ἰάκινθος Λοιζῶν θὰ διαλέξῃ τὴν προσεχῆ Πέμπτην 1 Φεβρουαρίου ὥρᾳ 6 μ.μ. ἐν τῷ Παρνασσῷ περὶ Ἑλληνικῆς Ἐκκλησίας καὶ τῆς θρησκευτικῆς ἐν τῇ Χριστιανικῇ Ἀνατολῇ. Εἴσοδος ἐλευθέρα.: [1103, 219, 1552, 267]
- column-3: [566, 39, 832, 2285]
- article-text: Σύμβουλοι: Α. Σπούρης 16, Γ. Δέρβος 20, Ι. Κορινιώτης 20, Γ. Παπαδιοτίλιου 17, Ι. Σιμόπουλος 21, Ι. Ψάλτης 17, Ν. Τζίνης 17, Α. Βαρβογλῆς 19 καὶ Ι. Φωτίου 17.: [32, 812, 286, 893]
- divider: [834, 790, 1093, 791]
- section-label: Πρακτικὸν: [394, 453, 461, 468]
